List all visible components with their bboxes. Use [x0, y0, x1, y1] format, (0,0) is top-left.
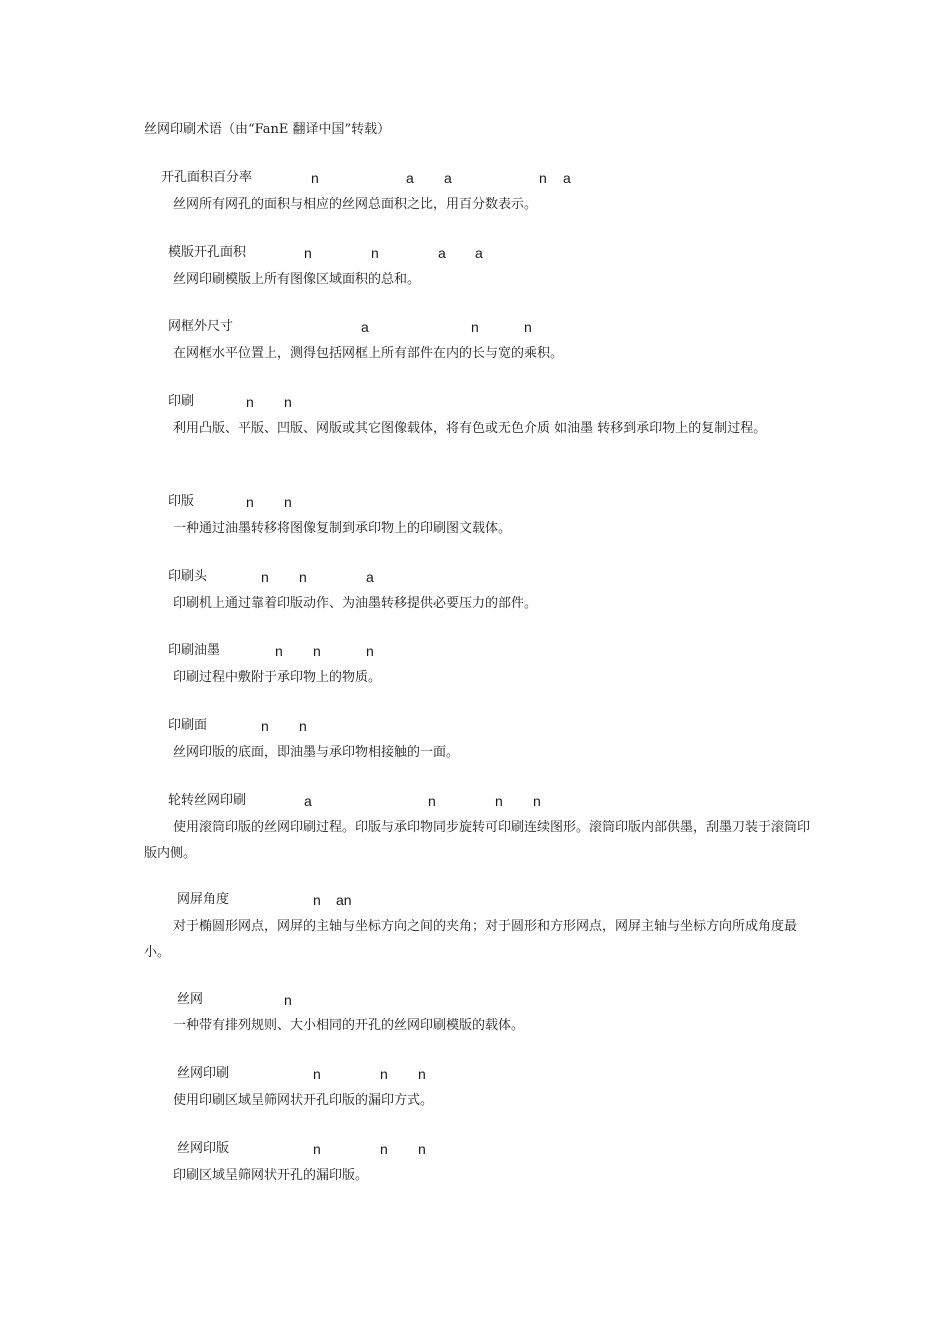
term-name: 印版	[168, 494, 195, 509]
term-fragment: an	[336, 892, 352, 908]
term-definition: 一种带有排列规则、大小相同的开孔的丝网印刷模版的载体。	[173, 1018, 525, 1033]
term-fragment: n	[313, 1066, 321, 1082]
term-fragment: n	[371, 245, 379, 261]
term-name: 模版开孔面积	[168, 245, 247, 260]
term-name: 网框外尺寸	[168, 319, 234, 334]
term-row	[168, 642, 868, 660]
term-fragment: n	[304, 245, 312, 261]
term-fragment: n	[311, 170, 319, 186]
term-fragment: a	[361, 319, 369, 335]
term-name: 轮转丝网印刷	[168, 793, 247, 808]
document-title: 丝网印刷术语（由“FanE 翻译中国”转载）	[144, 122, 391, 137]
term-name: 网屏角度	[177, 892, 230, 907]
term-row	[168, 717, 868, 735]
term-fragment: a	[366, 569, 374, 585]
term-definition: 印刷机上通过靠着印版动作、为油墨转移提供必要压力的部件。	[173, 596, 538, 611]
term-fragment: a	[444, 170, 452, 186]
term-name: 印刷面	[168, 718, 208, 733]
term-row	[168, 318, 868, 336]
term-row	[177, 1065, 877, 1083]
term-fragment: n	[495, 793, 503, 809]
term-fragment: a	[304, 793, 312, 809]
term-fragment: n	[284, 494, 292, 510]
term-fragment: n	[428, 793, 436, 809]
term-fragment: n	[539, 170, 547, 186]
term-name: 开孔面积百分率	[161, 170, 253, 185]
term-name: 丝网	[177, 992, 204, 1007]
term-fragment: n	[524, 319, 532, 335]
term-name: 印刷油墨	[168, 643, 221, 658]
term-row	[177, 991, 877, 1009]
term-fragment: a	[406, 170, 414, 186]
term-fragment: n	[299, 718, 307, 734]
term-definition: 丝网所有网孔的面积与相应的丝网总面积之比，用百分数表示。	[173, 197, 538, 212]
term-fragment: n	[418, 1141, 426, 1157]
term-row	[161, 169, 861, 187]
term-definition: 对于椭圆形网点，网屏的主轴与坐标方向之间的夹角；对于圆形和方形网点，网屏主轴与坐标方向所成角度最小。	[144, 919, 798, 960]
term-definition: 在网框水平位置上，测得包括网框上所有部件在内的长与宽的乘积。	[173, 346, 564, 361]
term-definition: 丝网印版的底面，即油墨与承印物相接触的一面。	[173, 745, 460, 760]
term-fragment: n	[313, 643, 321, 659]
term-definition: 印刷区域呈筛网状开孔的漏印版。	[173, 1168, 369, 1183]
term-definition: 一种通过油墨转移将图像复制到承印物上的印刷图文载体。	[173, 521, 512, 536]
term-fragment: n	[284, 992, 292, 1008]
term-row	[177, 891, 877, 909]
term-fragment: n	[299, 569, 307, 585]
term-fragment: n	[246, 494, 254, 510]
term-fragment: n	[418, 1066, 426, 1082]
term-name: 丝网印版	[177, 1141, 230, 1156]
term-fragment: a	[563, 170, 571, 186]
term-fragment: n	[380, 1141, 388, 1157]
term-fragment: n	[261, 569, 269, 585]
term-fragment: n	[380, 1066, 388, 1082]
term-definition: 利用凸版、平版、凹版、网版或其它图像载体，将有色或无色介质 如油墨 转移到承印物上的复制过程。	[173, 421, 767, 436]
term-fragment: n	[313, 892, 321, 908]
term-name: 印刷头	[168, 569, 208, 584]
term-row	[168, 568, 868, 586]
term-row	[168, 792, 868, 810]
term-fragment: n	[313, 1141, 321, 1157]
term-row	[168, 393, 868, 411]
term-definition: 印刷过程中敷附于承印物上的物质。	[173, 670, 382, 685]
term-fragment: n	[261, 718, 269, 734]
term-name: 丝网印刷	[177, 1066, 230, 1081]
term-row	[168, 493, 868, 511]
term-fragment: n	[284, 394, 292, 410]
term-definition: 使用滚筒印版的丝网印刷过程。印版与承印物同步旋转可印刷连续图形。滚筒印版内部供墨，刮墨刀装于滚筒印版内侧。	[144, 820, 811, 861]
term-fragment: n	[533, 793, 541, 809]
term-row	[177, 1140, 877, 1158]
term-fragment: n	[275, 643, 283, 659]
term-fragment: a	[475, 245, 483, 261]
term-definition: 丝网印刷模版上所有图像区域面积的总和。	[173, 272, 421, 287]
term-definition: 使用印刷区域呈筛网状开孔印版的漏印方式。	[173, 1093, 434, 1108]
term-row	[168, 244, 868, 262]
term-fragment: n	[471, 319, 479, 335]
term-fragment: n	[366, 643, 374, 659]
term-name: 印刷	[168, 394, 195, 409]
term-fragment: a	[438, 245, 446, 261]
term-fragment: n	[246, 394, 254, 410]
